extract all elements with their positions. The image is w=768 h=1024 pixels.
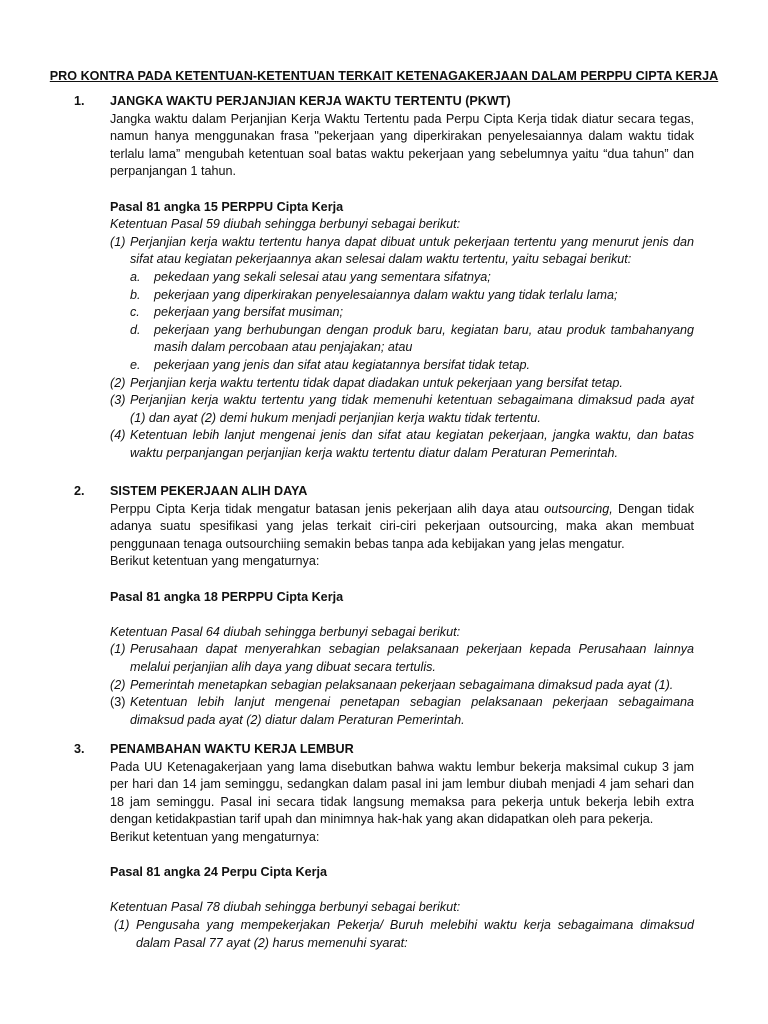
pasal-heading: Pasal 81 angka 18 PERPPU Cipta Kerja — [110, 589, 344, 604]
sub-list-item: b. pekerjaan yang diperkirakan penyelesaiannya dalam waktu yang tidak terlalu lama; — [130, 287, 618, 302]
list-item: (3) Ketentuan lebih lanjut mengenai penetapan sebagian pelaksanaan pekerjaan sebagaimana dimaksud pada ayat (2) diatur dalam Peraturan Pemerintah. — [110, 695, 694, 727]
pasal-heading: Pasal 81 angka 15 PERPPU Cipta Kerja — [110, 199, 344, 214]
berikut-line: Berikut ketentuan yang mengaturnya: — [110, 829, 320, 844]
list-item: (2) Pemerintah menetapkan sebagian pelaksanaan pekerjaan sebagaimana dimaksud pada ayat (1). — [110, 677, 674, 692]
pasal-heading: Pasal 81 angka 24 Perpu Cipta Kerja — [110, 865, 327, 880]
section-1 — [74, 93, 694, 462]
section-heading: JANGKA WAKTU PERJANJIAN KERJA WAKTU TERTENTU (PKWT) — [110, 94, 511, 108]
list-item: (2) Perjanjian kerja waktu tertentu tidak dapat diadakan untuk pekerjaan yang bersifat tetap. — [110, 375, 623, 390]
section-intro: Perppu Cipta Kerja tidak mengatur batasan jenis pekerjaan alih daya atau outsourcing, Dengan tidak adanya suatu spesifikasi yang jelas terkait ciri-ciri pekerjaan outsourcing, maka akan membuat penggunaan tenaga outsourchiing semakin bebas tanpa ada kebijakan yang jelas mengatur. — [110, 501, 694, 551]
list-item: (3) Perjanjian kerja waktu tertentu yang tidak memenuhi ketentuan sebagaimana dimaksud pada ayat (1) dan ayat (2) demi hukum menjadi perjanjian kerja waktu tidak tertentu. — [110, 393, 694, 425]
sub-list-item: e. pekerjaan yang jenis dan sifat atau kegiatannya bersifat tidak tetap. — [130, 357, 530, 372]
sub-list-item: d. pekerjaan yang berhubungan dengan produk baru, kegiatan baru, atau produk tambahanyang masih dalam percobaan atau penjajakan; atau — [130, 322, 694, 355]
list-item: (1) Perusahaan dapat menyerahkan sebagian pelaksanaan pekerjaan kepada Perusahaan lainnya melalui perjanjian alih daya yang dibuat secara tertulis. — [110, 642, 694, 674]
section-number: 3. — [74, 742, 85, 756]
ketentuan-line: Ketentuan Pasal 64 diubah sehingga berbunyi sebagai berikut: — [110, 624, 461, 639]
section-3 — [74, 741, 694, 952]
section-number: 2. — [74, 484, 85, 498]
berikut-line: Berikut ketentuan yang mengaturnya: — [110, 554, 320, 569]
section-heading: SISTEM PEKERJAAN ALIH DAYA — [110, 484, 308, 498]
section-heading: PENAMBAHAN WAKTU KERJA LEMBUR — [110, 742, 354, 756]
section-2 — [74, 483, 694, 729]
section-intro: Pada UU Ketenagakerjaan yang lama disebutkan bahwa waktu lembur bekerja maksimal cukup 3 jam per hari dan 14 jam seminggu, sedangkan dalam pasal ini jam lembur diubah menjadi 4 jam sehari dan 18 jam seminggu. Pasal ini secara tidak langsung memaksa para pekerja untuk bekerja lebih extra dengan ketidakpastian tarif upah dan minimnya hak-hak yang akan didapatkan oleh para pekerja. — [110, 759, 694, 827]
document-title: PRO KONTRA PADA KETENTUAN-KETENTUAN TERKAIT KETENAGAKERJAAN DALAM PERPPU CIPTA KERJA — [49, 69, 719, 83]
sub-list-item: c. pekerjaan yang bersifat musiman; — [130, 305, 344, 320]
list-item: (1) Pengusaha yang mempekerjakan Pekerja/ Buruh melebihi waktu kerja sebagaimana dimaksud dalam Pasal 77 ayat (2) harus memenuhi syarat: — [114, 917, 694, 950]
section-number: 1. — [74, 94, 85, 108]
list-item: (4) Ketentuan lebih lanjut mengenai jenis dan sifat atau kegiatan pekerjaan, jangka waktu, dan batas waktu perpanjangan perjanjian kerja waktu tertentu diatur dalam Peraturan Pemerintah. — [110, 428, 694, 460]
section-intro: Jangka waktu dalam Perjanjian Kerja Waktu Tertentu pada Perpu Cipta Kerja tidak diatur secara tegas, namun hanya menggunakan frasa "pekerjaan yang diperkirakan penyelesaiannya dalam waktu tidak terlalu lama” mengubah ketentuan soal batas waktu pekerjaan yang sebelumnya yaitu “dua tahun” dan perpanjangan 1 tahun. — [110, 111, 694, 179]
sub-list-item: a. pekedaan yang sekali selesai atau yang sementara sifatnya; — [130, 269, 491, 284]
ketentuan-line: Ketentuan Pasal 78 diubah sehingga berbunyi sebagai berikut: — [110, 900, 461, 915]
ketentuan-line: Ketentuan Pasal 59 diubah sehingga berbunyi sebagai berikut: — [110, 217, 461, 232]
list-item: (1) Perjanjian kerja waktu tertentu hanya dapat dibuat untuk pekerjaan tertentu yang menurut jenis dan sifat atau kegiatan pekerjaannya akan selesai dalam waktu tertentu, yaitu sebagai berikut: — [110, 234, 694, 267]
